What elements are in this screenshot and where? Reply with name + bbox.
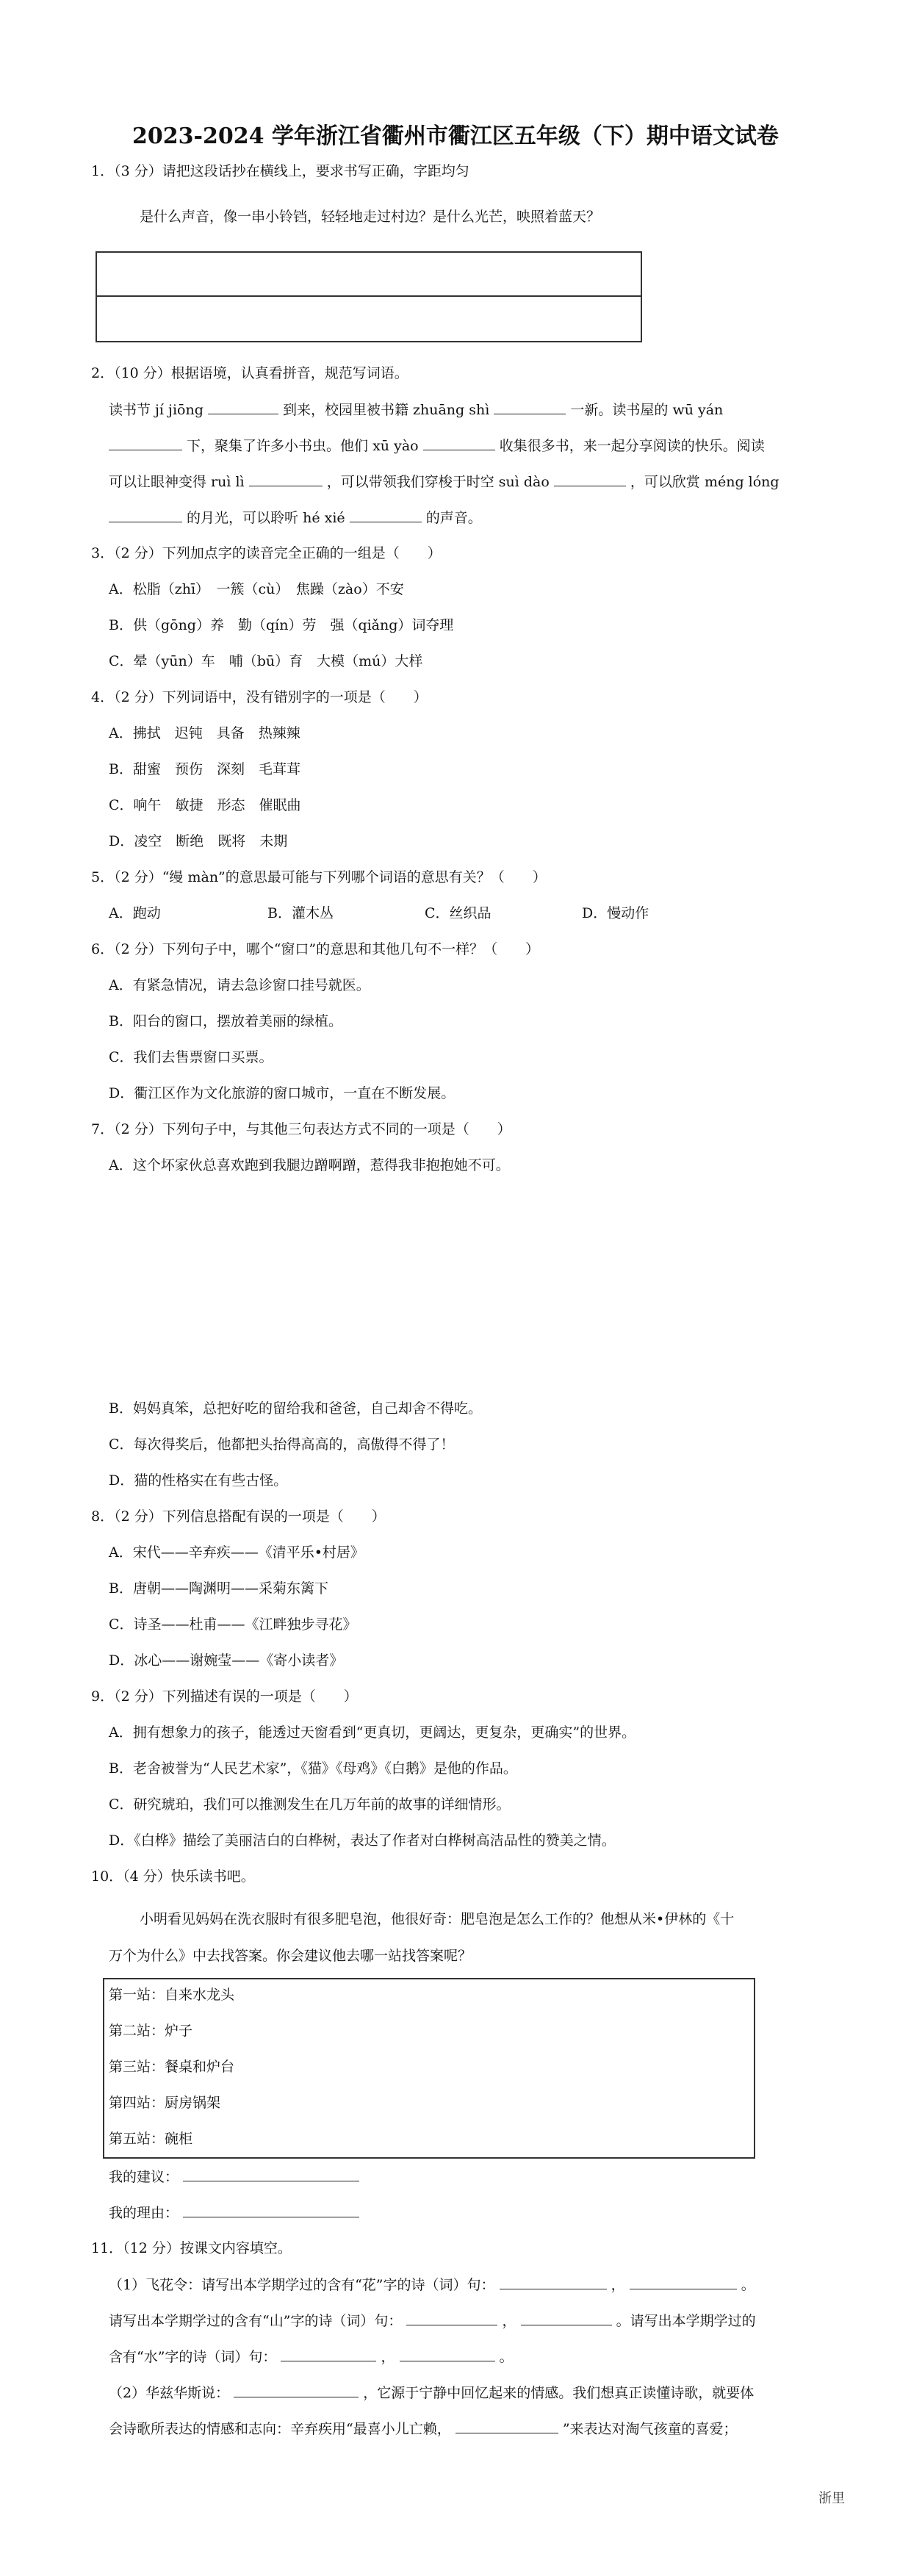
q11-blank-8[interactable] (455, 2420, 558, 2433)
q10-suggestion-label: 我的建议： (109, 2169, 179, 2185)
q9-option-c[interactable]: C．研究琥珀，我们可以推测发生在几万年前的故事的详细情形。 (109, 1796, 511, 1813)
q11-comma-2: ， (502, 2313, 516, 2329)
q6-stem: 6．（2 分）下列句子中，哪个“窗口”的意思和其他几句不一样？（ ） (91, 941, 540, 957)
q2-text-4: 收集很多书，来一起分享阅读的快乐。阅读 (499, 438, 765, 454)
q2-blank-8[interactable] (350, 508, 422, 522)
q11-line-4 (109, 2383, 754, 2402)
q1-stem: 1．（3 分）请把这段话抄在横线上，要求书写正确，字距均匀 (91, 163, 469, 179)
q11-blank-4[interactable] (521, 2311, 612, 2325)
exam-title: 2023-2024 学年浙江省衢州市衢江区五年级（下）期中语文试卷 (132, 123, 779, 149)
q11-text-6: ，它源于宁静中回忆起来的情感。我们想真正读懂诗歌，就要体 (363, 2385, 755, 2401)
q6-option-b[interactable]: B．阳台的窗口，摆放着美丽的绿植。 (109, 1013, 342, 1029)
q7-stem: 7．（2 分）下列句子中，与其他三句表达方式不同的一项是（ ） (91, 1121, 511, 1137)
q7-option-d[interactable]: D．猫的性格实在有些古怪。 (109, 1472, 288, 1489)
q11-blank-6[interactable] (400, 2347, 495, 2361)
q1-passage: 是什么声音，像一串小铃铛，轻轻地走过村边？是什么光芒，映照着蓝天？ (140, 209, 601, 225)
q2-text-5: 可以让眼神变得 ruì lì (109, 474, 245, 490)
q2-line-2 (109, 436, 765, 455)
q8-stem: 8．（2 分）下列信息搭配有误的一项是（ ） (91, 1508, 386, 1525)
q2-blank-1[interactable] (208, 400, 278, 414)
q11-text-1: （1）飞花令：请写出本学期学过的含有“花”字的诗（词）句： (109, 2277, 495, 2293)
q2-blank-7[interactable] (109, 508, 182, 522)
q11-text-2: 请写出本学期学过的含有“山”字的诗（词）句： (109, 2313, 403, 2329)
q10-paragraph-1: 小明看见妈妈在洗衣服时有很多肥皂泡，他很好奇：肥皂泡是怎么工作的？他想从米•伊林的《十 (140, 1911, 735, 1927)
q11-blank-5[interactable] (281, 2347, 376, 2361)
q6-option-d[interactable]: D．衢江区作为文化旅游的窗口城市，一直在不断发展。 (109, 1085, 455, 1101)
q2-text-8: 的月光，可以聆听 hé xié (187, 510, 345, 526)
q9-stem: 9．（2 分）下列描述有误的一项是（ ） (91, 1688, 358, 1705)
q11-text-5: （2）华兹华斯说： (109, 2385, 230, 2401)
q4-option-c[interactable]: C．响午 敏捷 形态 催眠曲 (109, 797, 301, 813)
q11-line-2 (109, 2311, 756, 2330)
q5-option-d[interactable]: D．慢动作 (582, 905, 649, 921)
q2-blank-3[interactable] (109, 436, 182, 450)
q5-option-b[interactable]: B．灌木丛 (267, 905, 334, 921)
q7-option-a[interactable]: A．这个坏家伙总喜欢跑到我腿边蹭啊蹭，惹得我非抱抱她不可。 (109, 1157, 510, 1173)
q10-suggestion-line (109, 2167, 359, 2186)
page-footer: 浙里 (818, 2491, 845, 2506)
q11-text-8: ”来表达对淘气孩童的喜爱； (562, 2421, 738, 2437)
q3-option-c[interactable]: C．晕（yūn）车 哺（bū）育 大模（mú）大样 (109, 653, 423, 669)
q7-option-b[interactable]: B．妈妈真笨，总把好吃的留给我和爸爸，自己却舍不得吃。 (109, 1400, 482, 1417)
q10-station-3: 第三站：餐桌和炉台 (109, 2059, 235, 2075)
q10-stem: 10．（4 分）快乐读书吧。 (91, 1868, 255, 1885)
q10-suggestion-blank[interactable] (183, 2167, 359, 2181)
q8-option-c[interactable]: C．诗圣——杜甫——《江畔独步寻花》 (109, 1616, 357, 1633)
q10-reason-label: 我的理由： (109, 2205, 179, 2221)
q9-option-d[interactable]: D．《白桦》描绘了美丽洁白的白桦树，表达了作者对白桦树高洁品性的赞美之情。 (109, 1832, 616, 1849)
q10-reason-line (109, 2203, 359, 2222)
q11-text-7: 会诗歌所表达的情感和志向：辛弃疾用“最喜小儿亡赖， (109, 2421, 451, 2437)
q11-line-1 (109, 2275, 755, 2294)
q8-option-a[interactable]: A．宋代——辛弃疾——《清平乐•村居》 (109, 1544, 364, 1561)
q10-station-2: 第二站：炉子 (109, 2023, 193, 2039)
q6-option-a[interactable]: A．有紧急情况，请去急诊窗口挂号就医。 (109, 977, 370, 993)
q4-option-d[interactable]: D．凌空 断绝 既将 未期 (109, 833, 288, 849)
q10-station-5: 第五站：碗柜 (109, 2131, 193, 2147)
q11-text-4: 含有“水”字的诗（词）句： (109, 2349, 277, 2365)
q10-station-4: 第四站：厨房锅架 (109, 2095, 221, 2111)
q2-blank-4[interactable] (423, 436, 495, 450)
q11-text-3: 。请写出本学期学过的 (616, 2313, 756, 2329)
q2-line-4 (109, 508, 482, 527)
q5-option-a[interactable]: A．跑动 (109, 905, 161, 921)
q1-writing-box[interactable] (96, 251, 642, 342)
q2-text-6: ，可以带领我们穿梭于时空 suì dào (326, 474, 550, 490)
q11-period-2: 。 (499, 2349, 514, 2365)
q2-text-2: 一新。读书屋的 wū yán (570, 402, 724, 418)
q2-text-7: ，可以欣赏 méng lóng (630, 474, 779, 490)
q4-option-a[interactable]: A．拂拭 迟钝 具备 热辣辣 (109, 725, 300, 741)
q7-option-c[interactable]: C．每次得奖后，他都把头抬得高高的，高傲得不得了！ (109, 1436, 455, 1453)
q2-text-9: 的声音。 (425, 510, 482, 526)
q11-blank-3[interactable] (406, 2311, 497, 2325)
q2-text-3: 下，聚集了许多小书虫。他们 xū yào (187, 438, 419, 454)
q10-paragraph-2: 万个为什么》中去找答案。你会建议他去哪一站找答案呢？ (109, 1948, 472, 1964)
q11-line-5 (109, 2420, 738, 2438)
q11-comma-3: ， (381, 2349, 395, 2365)
q11-stem: 11．（12 分）按课文内容填空。 (91, 2240, 292, 2256)
q11-comma-1: ， (611, 2277, 625, 2293)
q9-option-a[interactable]: A．拥有想象力的孩子，能透过天窗看到“更真切，更阔达，更复杂，更确实”的世界。 (109, 1724, 636, 1741)
q11-period-1: 。 (741, 2277, 755, 2293)
q4-stem: 4．（2 分）下列词语中，没有错别字的一项是（ ） (91, 689, 428, 705)
q5-option-c[interactable]: C．丝织品 (425, 905, 491, 921)
q3-option-a[interactable]: A．松脂（zhī） 一簇（cù） 焦躁（zào）不安 (109, 581, 404, 597)
q1-writing-box-divider (96, 295, 642, 297)
q10-reason-blank[interactable] (183, 2203, 359, 2217)
q4-option-b[interactable]: B．甜蜜 预伤 深刻 毛茸茸 (109, 761, 300, 777)
q10-station-1: 第一站：自来水龙头 (109, 1987, 235, 2003)
q2-line-3 (109, 472, 779, 491)
q5-stem: 5．（2 分）“缦 màn”的意思最可能与下列哪个词语的意思有关？（ ） (91, 869, 547, 885)
q11-blank-7[interactable] (234, 2383, 359, 2397)
q11-blank-1[interactable] (500, 2275, 607, 2289)
q2-blank-5[interactable] (249, 472, 323, 486)
q2-stem: 2．（10 分）根据语境，认真看拼音，规范写词语。 (91, 365, 408, 381)
q2-blank-6[interactable] (554, 472, 626, 486)
q8-option-b[interactable]: B．唐朝——陶渊明——采菊东篱下 (109, 1580, 328, 1597)
q9-option-b[interactable]: B．老舍被誉为“人民艺术家”，《猫》《母鸡》《白鹅》是他的作品。 (109, 1760, 517, 1777)
q11-line-3 (109, 2347, 514, 2366)
q2-line-1 (109, 400, 723, 419)
q2-blank-2[interactable] (494, 400, 566, 414)
q11-blank-2[interactable] (630, 2275, 737, 2289)
q2-text-1: 到来，校园里被书籍 zhuāng shì (282, 402, 490, 418)
q2-pinyin-1: 读书节 jí jiōng (109, 402, 204, 418)
q3-stem: 3．（2 分）下列加点字的读音完全正确的一组是（ ） (91, 545, 442, 561)
q3-option-b[interactable]: B．供（gōng）养 勤（qín）劳 强（qiǎng）词夺理 (109, 617, 454, 633)
q8-option-d[interactable]: D．冰心——谢婉莹——《寄小读者》 (109, 1652, 344, 1669)
q6-option-c[interactable]: C．我们去售票窗口买票。 (109, 1049, 273, 1065)
